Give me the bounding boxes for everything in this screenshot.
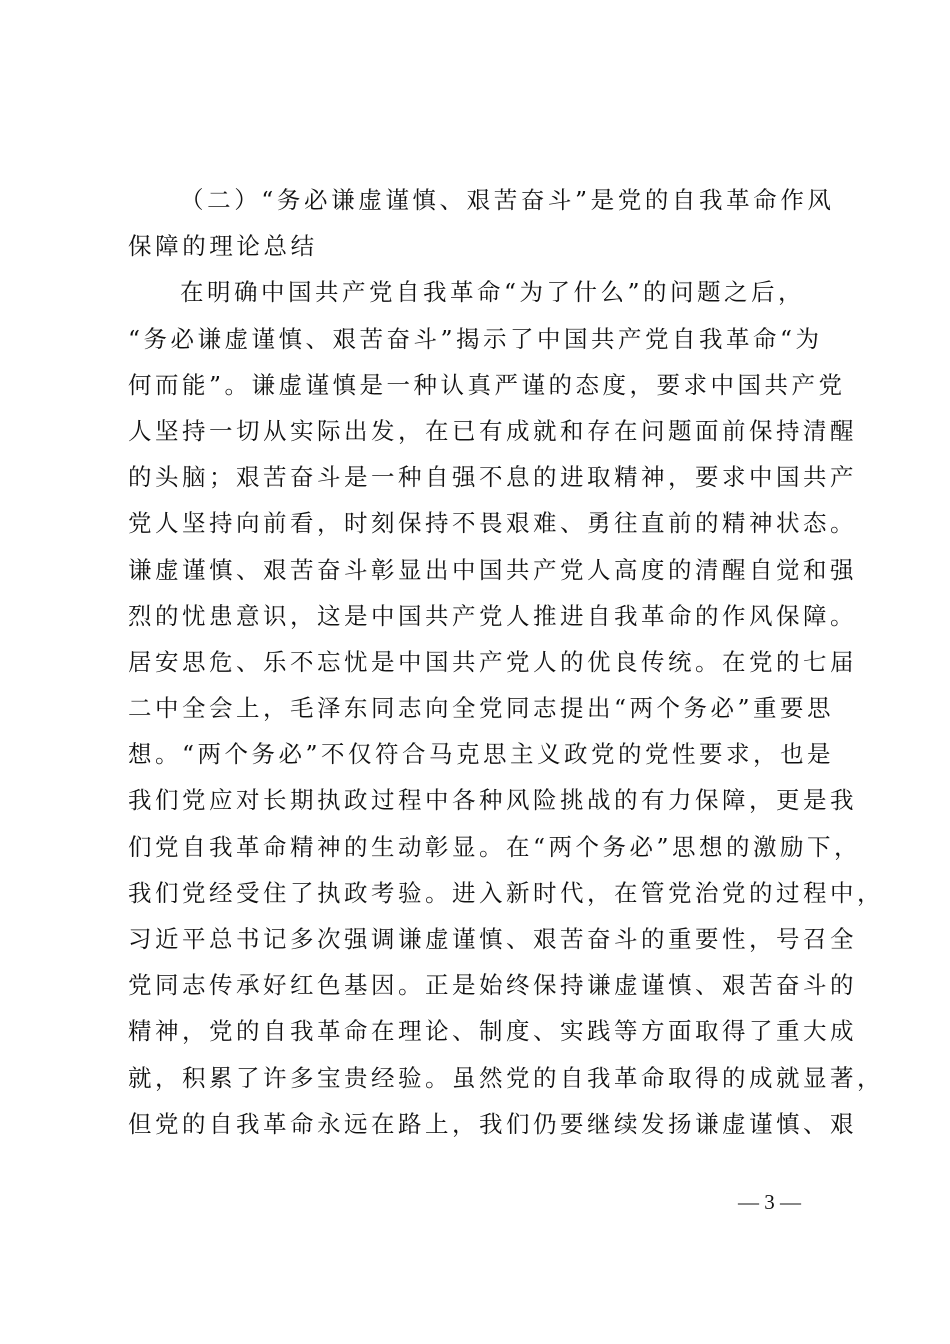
paragraph-line: 但党的自我革命永远在路上，我们仍要继续发扬谦虚谨慎、艰 — [128, 1109, 857, 1138]
paragraph-line: 的头脑；艰苦奋斗是一种自强不息的进取精神，要求中国共产 — [128, 463, 857, 492]
paragraph-line: 党同志传承好红色基因。正是始终保持谦虚谨慎、艰苦奋斗的 — [128, 971, 857, 1000]
paragraph-line: 二中全会上，毛泽东同志向全党同志提出“两个务必”重要思 — [128, 694, 835, 723]
paragraph-line: 想。“两个务必”不仅符合马克思主义政党的党性要求，也是 — [128, 740, 835, 769]
paragraph-line: 我们党应对长期执政过程中各种风险挑战的有力保障，更是我 — [128, 786, 857, 815]
paragraph-line: 居安思危、乐不忘忧是中国共产党人的优良传统。在党的七届 — [128, 647, 857, 676]
paragraph-line: 习近平总书记多次强调谦虚谨慎、艰苦奋斗的重要性，号召全 — [128, 925, 857, 953]
page-content — [128, 177, 884, 1147]
page-number: — 3 — — [738, 1190, 801, 1214]
paragraph-line: “务必谦虚谨慎、艰苦奋斗”揭示了中国共产党自我革命“为 — [128, 324, 823, 353]
paragraph-line: 何而能”。谦虚谨慎是一种认真严谨的态度，要求中国共产党 — [128, 370, 846, 399]
paragraph-line: 们党自我革命精神的生动彰显。在“两个务必”思想的激励下， — [128, 832, 862, 861]
section-heading-line-2: 保障的理论总结 — [128, 232, 318, 261]
paragraph-line: 党人坚持向前看，时刻保持不畏艰难、勇往直前的精神状态。 — [128, 509, 857, 538]
paragraph-line: 我们党经受住了执政考验。进入新时代，在管党治党的过程中， — [128, 878, 884, 907]
paragraph-line: 人坚持一切从实际出发，在已有成就和存在问题面前保持清醒 — [128, 416, 857, 445]
paragraph-line: 在明确中国共产党自我革命“为了什么”的问题之后， — [180, 278, 806, 307]
paragraph-line: 烈的忧患意识，这是中国共产党人推进自我革命的作风保障。 — [128, 601, 857, 630]
paragraph-line: 精神，党的自我革命在理论、制度、实践等方面取得了重大成 — [128, 1017, 857, 1046]
section-heading-line-1: （二）“务必谦虚谨慎、艰苦奋斗”是党的自我革命作风 — [180, 186, 835, 214]
paragraph-line: 就，积累了许多宝贵经验。虽然党的自我革命取得的成就显著， — [128, 1063, 884, 1092]
paragraph-line: 谦虚谨慎、艰苦奋斗彰显出中国共产党人高度的清醒自觉和强 — [128, 555, 857, 584]
